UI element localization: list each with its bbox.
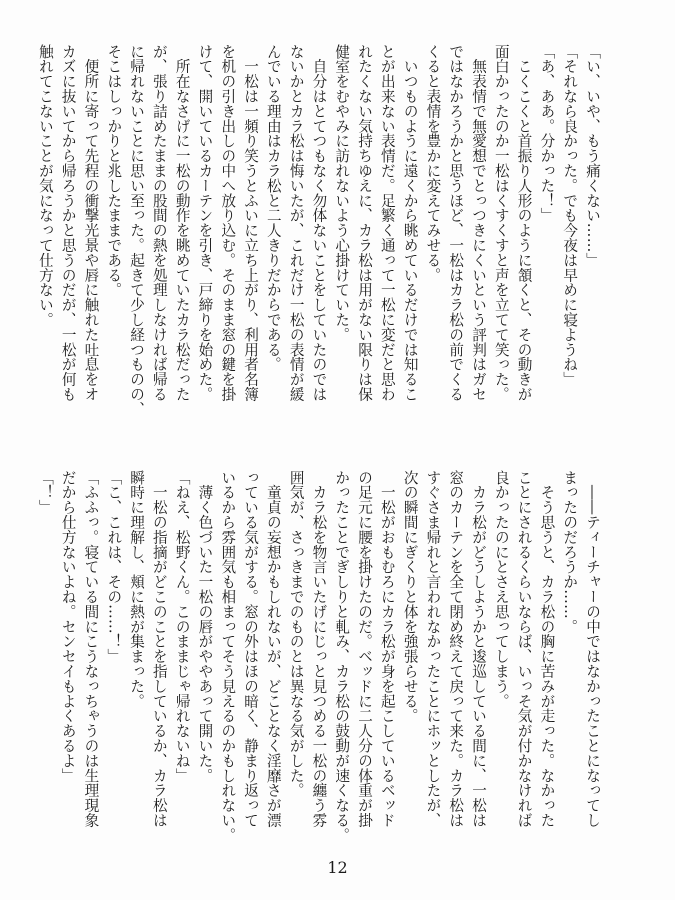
text-line: 無表情で無愛想でとっつきにくいという評判はガセ bbox=[470, 44, 488, 402]
text-line: 面白かったのか一松はくすくすと声を立てて笑った。 bbox=[492, 44, 510, 402]
text-line: 「それなら良かった。でも今夜は早めに寝ようね」 bbox=[561, 44, 579, 387]
text-line: 薄く色づいた一松の唇がややあって開いた。 bbox=[196, 470, 214, 783]
text-line: に帰れないことに思い至った。起きて少し経つものの、 bbox=[128, 44, 146, 417]
text-line: 「ねえ、松野くん。このままじゃ帰れないね」 bbox=[173, 470, 191, 783]
text-line: カラ松がどうしようかと逡巡している間に、一松は bbox=[470, 470, 488, 828]
text-line: 所在なさげに一松の動作を眺めていたカラ松だった bbox=[173, 44, 191, 402]
text-line: 自分はとてつもなく勿体ないことをしていたのでは bbox=[310, 44, 328, 402]
text-line: 触れてこないことが気になって仕方ない。 bbox=[36, 44, 54, 328]
text-line: カズに抜いてから帰ろうかと思うのだが、一松が何も bbox=[59, 44, 77, 402]
text-line: だから仕方ないよね。センセイもよくあるよ」 bbox=[59, 470, 77, 783]
text-line: 「ふふっ。寝ている間にこうなっちゃうのは生理現象 bbox=[82, 470, 100, 828]
text-line: んでいる理由はカラ松と二人きりだからである。 bbox=[264, 44, 282, 372]
text-line: の足元に腰を掛けたのだ。ベッドに二人分の体重が掛 bbox=[356, 470, 374, 828]
text-line: 窓のカーテンを全て閉め終えて戻って来た。カラ松は bbox=[447, 470, 465, 828]
text-line: 瞬時に理解し、頬に熱が集まった。 bbox=[128, 470, 146, 709]
text-block-bottom bbox=[36, 470, 603, 843]
text-line: いつものように遠くから眺めているだけでは知るこ bbox=[401, 44, 419, 402]
text-line: 童貞の妄想かもしれないが、どことなく淫靡さが漂 bbox=[264, 470, 282, 828]
text-line: まったのだろうか……。 bbox=[561, 470, 579, 634]
text-line: れたくない気持ちゆえに、カラ松は用がない限りは保 bbox=[356, 44, 374, 402]
text-line: 「！」 bbox=[36, 470, 54, 515]
text-line: かったことでぎしりと軋み、カラ松の鼓動が速くなる。 bbox=[333, 470, 351, 843]
text-line: 良かったのにとさえ思ってしまう。 bbox=[492, 470, 510, 709]
text-line: ことにされるくらいならば、いっそ気が付かなければ bbox=[515, 470, 533, 828]
page-number: 12 bbox=[327, 858, 348, 877]
text-line: ではなかろうかと思うほど、一松はカラ松の前でくる bbox=[447, 44, 465, 402]
text-line: 一松の指摘がどこのことを指しているか、カラ松は bbox=[150, 470, 168, 828]
text-line: 「あ、ああ。分かった！」 bbox=[538, 44, 556, 223]
text-line: 「こ、これは、その……！」 bbox=[105, 470, 123, 664]
text-line: くると表情を豊かに変えてみせる。 bbox=[424, 44, 442, 283]
text-line: そこはしっかりと兆したままである。 bbox=[105, 44, 123, 298]
text-line: けて、開いているカーテンを引き、戸締りを始めた。 bbox=[196, 44, 214, 402]
text-line: 次の瞬間にぎくりと体を強張らせる。 bbox=[401, 470, 419, 724]
text-line: 一松がおもむろにカラ松が身を起こしているベッド bbox=[378, 470, 396, 828]
text-line: ないかとカラ松は悔いたが、これだけ一松の表情が緩 bbox=[287, 44, 305, 402]
text-line: が、張り詰めたままの股間の熱を処理しなければ帰る bbox=[150, 44, 168, 402]
text-line: ――ティーチャーの中ではなかったことになってし bbox=[584, 470, 601, 828]
text-line: 「い、いや、もう痛くない……」 bbox=[584, 44, 601, 268]
text-line: カラ松を物言いたげにじっと見つめる一松の纏う雰 bbox=[310, 470, 328, 828]
text-line: いるから雰囲気も相まってそう見えるのかもしれない。 bbox=[219, 470, 237, 843]
text-line: 便所に寄って先程の衝撃光景や唇に触れた吐息をオ bbox=[82, 44, 100, 402]
text-line: 健室をむやみに訪れないよう心掛けていた。 bbox=[333, 44, 351, 342]
text-line: 囲気が、さっきまでのものとは異なる気がした。 bbox=[287, 470, 305, 798]
text-line: っている気がする。窓の外はほの暗く、静まり返って bbox=[242, 470, 260, 828]
text-line: とが出来ない表情だ。足繁く通って一松に変だと思わ bbox=[378, 44, 396, 402]
text-line: を机の引き出しの中へ放り込む。そのまま窓の鍵を掛 bbox=[219, 44, 237, 402]
text-line: すぐさま帰れと言われなかったことにホッとしたが、 bbox=[424, 470, 442, 828]
text-line: 一松は一頻り笑うとふいに立ち上がり、利用者名簿 bbox=[242, 44, 260, 402]
text-block-top bbox=[36, 44, 603, 417]
text-line: こくこくと首振り人形のように頷くと、その動きが bbox=[515, 44, 533, 402]
text-line: そう思うと、カラ松の胸に苦みが走った。なかった bbox=[538, 470, 556, 828]
